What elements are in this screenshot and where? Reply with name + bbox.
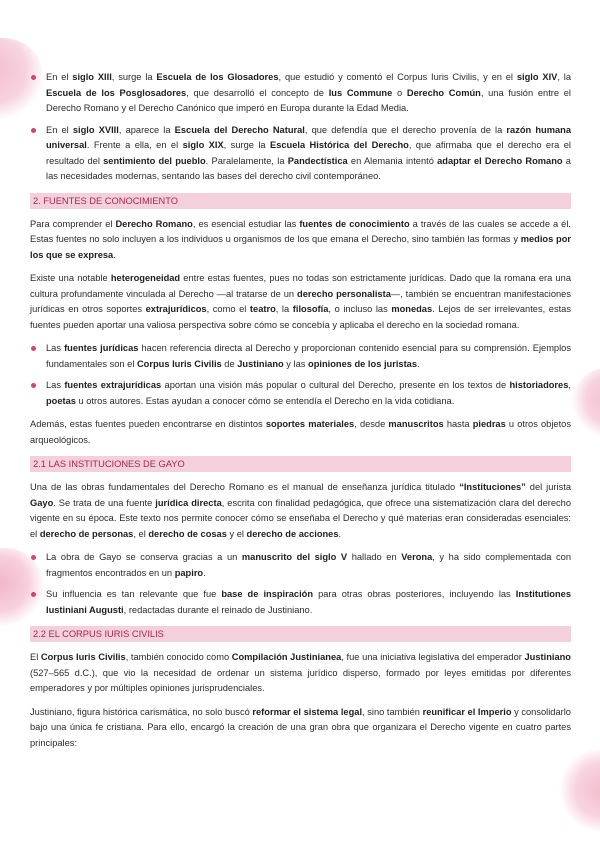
paragraph: Además, estas fuentes pueden encontrarse en distintos soportes materiales, desde manuscritos hasta piedras u otros objetos arqueológicos. <box>30 419 571 445</box>
list-item <box>30 587 571 618</box>
bold-term: extrajurídicos <box>145 304 207 314</box>
bold-term: derecho de personas <box>39 528 134 539</box>
bullet-text: Las fuentes jurídicas hacen referencia directa al Derecho y proporcionan contenido esencial para su comprensión. Ejemplos fundamentales son el Corpus Iuris Civilis de Justiniano y las opiniones de los juristas. <box>46 343 571 369</box>
bullet-dot-icon <box>31 383 36 388</box>
section-heading-gayo: 2.1 LAS INSTITUCIONES DE GAYO <box>30 456 571 472</box>
bold-term: reunificar el Imperio <box>422 706 512 717</box>
bold-term: opiniones de los juristas <box>308 358 418 369</box>
bullet-text: Las fuentes extrajurídicas aportan una visión más popular o cultural del Derecho, presente en los textos de historiadores, poetas u otros autores. Estas ayudan a conocer cómo se entendía el Derecho en la vida cotidiana. <box>46 380 571 406</box>
intro-bullet-list <box>30 70 571 185</box>
bold-term: manuscrito del siglo V <box>241 552 348 562</box>
bold-term: base de inspiración <box>221 589 314 599</box>
document-page <box>30 70 571 759</box>
bold-term: Escuela del Derecho Natural <box>174 124 305 135</box>
bold-term: Corpus Iuris Civilis <box>40 652 126 662</box>
decorative-blob-bottom-right <box>558 750 600 830</box>
bold-term: jurídica directa <box>155 497 222 508</box>
bold-term: Verona <box>401 552 433 562</box>
list-item <box>30 123 571 185</box>
bold-term: fuentes jurídicas <box>64 343 139 353</box>
bold-term: monedas <box>391 304 433 314</box>
list-item <box>30 341 571 372</box>
bold-term: sentimiento del pueblo <box>103 155 206 166</box>
bullet-dot-icon <box>31 592 36 597</box>
bold-term: poetas <box>46 395 76 406</box>
bold-term: Escuela de los Glosadores <box>156 72 279 82</box>
paragraph: El Corpus Iuris Civilis, también conocido como Compilación Justinianea, fue una iniciativa legislativa del emperador Justiniano (527–565 d.C.), que vio la necesidad de ordenar un sistema jurídico disperso, formado por leyes emitidas por diferentes emperadores y por múltiples opiniones jurisprudenciales. <box>30 652 571 693</box>
bold-term: Compilación Justinianea <box>231 652 342 662</box>
bold-term: manuscritos <box>388 419 444 429</box>
bold-term: Institutiones Iustiniani Augusti <box>46 589 571 615</box>
bold-term: Derecho Romano <box>115 218 193 229</box>
bold-term: razón humana universal <box>46 124 571 150</box>
list-item <box>30 550 571 581</box>
fuentes-bullet-list <box>30 341 571 409</box>
bold-term: medios por los que se expresa <box>30 234 572 260</box>
bold-term: Justiniano <box>237 358 284 369</box>
bold-term: siglo XIX <box>182 140 224 150</box>
list-item <box>30 70 571 117</box>
bold-term: Gayo <box>30 497 54 508</box>
bold-term: Escuela Histórica del Derecho <box>270 140 409 150</box>
paragraph: Existe una notable heterogeneidad entre estas fuentes, pues no todas son estrictamente jurídicas. Dado que la romana era una cultura profundamente vinculada al Derecho —al tratarse de un derecho personalista—, también se encuentran manifestaciones jurídicas en otros soportes extrajurídicos, como el teatro, la filosofía, o incluso las monedas. Lejos de ser irrelevantes, estas fuentes pueden aportar una valiosa perspectiva sobre cómo se concebía y aplicaba el derecho en la sociedad romana. <box>30 273 571 330</box>
gayo-bullet-list <box>30 550 571 618</box>
bold-term: adaptar el Derecho Romano <box>437 155 563 166</box>
bold-term: Justiniano <box>524 652 571 662</box>
bold-term: derecho personalista <box>297 288 391 299</box>
bold-term: siglo XIV <box>516 72 558 82</box>
bold-term: fuentes de conocimiento <box>299 218 410 229</box>
bold-term: derecho de cosas <box>148 528 227 539</box>
bold-term: historiadores <box>509 380 569 390</box>
bold-term: soportes materiales <box>265 419 355 429</box>
bold-term: siglo XIII <box>72 72 112 82</box>
bullet-text: En el siglo XIII, surge la Escuela de los Glosadores, que estudió y comentó el Corpus Iuris Civilis, y en el siglo XIV, la Escuela de los Posglosadores, que desarrolló el concepto de Ius Commune o Derecho Común, una fusión entre el Derecho Romano y el Derecho Canónico que imperó en Europa durante la Edad Media. <box>46 72 572 113</box>
bold-term: Escuela de los Posglosadores <box>46 87 187 98</box>
bold-term: Pandectística <box>287 155 348 166</box>
bold-term: fuentes extrajurídicas <box>64 380 162 390</box>
section-heading-fuentes: 2. FUENTES DE CONOCIMIENTO <box>30 193 571 209</box>
bold-term: Derecho Común <box>406 87 481 98</box>
bold-term: piedras <box>472 419 506 429</box>
list-item <box>30 378 571 409</box>
bold-term: reformar el sistema legal <box>252 706 363 717</box>
bold-term: siglo XVIII <box>72 124 119 135</box>
bullet-text: La obra de Gayo se conserva gracias a un manuscrito del siglo V hallado en Verona, y ha sido complementada con fragmentos encontrados en un papiro. <box>46 552 571 578</box>
bold-term: heterogeneidad <box>110 273 181 283</box>
bullet-dot-icon <box>31 128 36 133</box>
bold-term: Ius Commune <box>328 87 393 98</box>
paragraph: Para comprender el Derecho Romano, es esencial estudiar las fuentes de conocimiento a través de las cuales se accede a él. Estas fuentes no solo incluyen a los individuos u organismos de los que emana el Derecho, sino también las formas y medios por los que se expresa. <box>30 218 572 260</box>
bold-term: “Instituciones” <box>459 482 526 492</box>
bold-term: filosofía <box>292 304 329 314</box>
paragraph: Una de las obras fundamentales del Derecho Romano es el manual de enseñanza jurídica titulado “Instituciones” del jurista Gayo. Se trata de una fuente jurídica directa, escrita con finalidad pedagógica, que ofrece una sistematización clara del derecho vigente en su época. Este texto nos permite conocer cómo se enseñaba el Derecho y qué materias eran consideradas esenciales: el derecho de personas, el derecho de cosas y el derecho de acciones. <box>30 482 572 539</box>
section-heading-corpus: 2.2 EL CORPUS IURIS CIVILIS <box>30 626 571 642</box>
bullet-dot-icon <box>31 555 36 560</box>
bullet-text: Su influencia es tan relevante que fue base de inspiración para otras obras posteriores, incluyendo las Institutiones Iustiniani Augusti, redactadas durante el reinado de Justiniano. <box>46 589 571 615</box>
bold-term: derecho de acciones <box>246 528 339 539</box>
bullet-dot-icon <box>31 346 36 351</box>
bold-term: teatro <box>249 304 276 314</box>
bold-term: papiro <box>174 567 204 578</box>
bullet-dot-icon <box>31 75 36 80</box>
paragraph: Justiniano, figura histórica carismática, no solo buscó reformar el sistema legal, sino también reunificar el Imperio y consolidarlo bajo una única fe cristiana. Para ello, encargó la creación de una gran obra que organizara el Derecho vigente en cuatro partes principales: <box>30 706 571 748</box>
bullet-text: En el siglo XVIII, aparece la Escuela del Derecho Natural, que defendía que el derecho provenía de la razón humana universal. Frente a ella, en el siglo XIX, surge la Escuela Histórica del Derecho, que afirmaba que el derecho era el resultado del sentimiento del pueblo. Paralelamente, la Pandectística en Alemania intentó adaptar el Derecho Romano a las necesidades modernas, sentando las bases del derecho civil contemporáneo. <box>46 124 571 181</box>
bold-term: Corpus Iuris Civilis <box>136 358 222 369</box>
decorative-blob-middle-right <box>572 368 600 438</box>
